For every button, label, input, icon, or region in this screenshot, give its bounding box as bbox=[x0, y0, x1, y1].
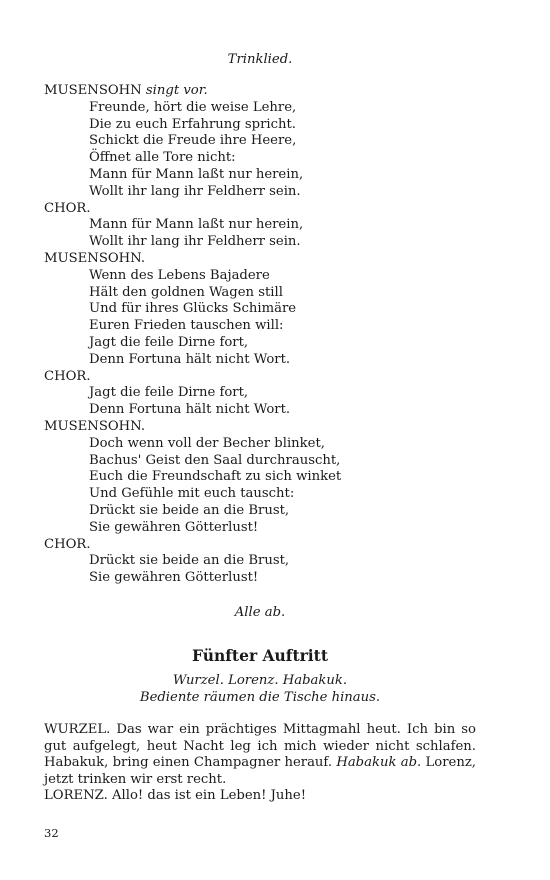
scene-heading: Fünfter Auftritt bbox=[191, 646, 329, 665]
speaker-line bbox=[44, 83, 476, 100]
speaker-name: WURZEL. bbox=[44, 722, 111, 737]
dialogue-text: Lorenz, jetzt trinken wir erst recht. bbox=[44, 755, 476, 787]
verse-line: Wenn des Lebens Bajadere bbox=[89, 267, 270, 283]
dialogue bbox=[44, 722, 476, 805]
stage-direction: Habakuk ab. bbox=[336, 755, 422, 771]
verse-line: Doch wenn voll der Becher blinket, bbox=[89, 435, 325, 451]
verse-line: Drückt sie beide an die Brust, bbox=[89, 553, 290, 569]
verse-line: Euch die Freundschaft zu sich winket bbox=[89, 469, 342, 485]
verse-line: Mann für Mann laßt nur herein, bbox=[89, 217, 304, 233]
scene-stage-direction: Bediente räumen die Tische hinaus. bbox=[139, 690, 381, 705]
speaker-name: CHOR. bbox=[44, 368, 91, 384]
speaker-name: CHOR. bbox=[44, 536, 91, 552]
verse-line: Bachus' Geist den Saal durchrauscht, bbox=[89, 452, 341, 468]
verse-line: Wollt ihr lang ihr Feldherr sein. bbox=[89, 183, 301, 199]
verse-line: Sie gewähren Götterlust! bbox=[89, 570, 259, 586]
verse-line: Denn Fortuna hält nicht Wort. bbox=[89, 351, 291, 367]
dialogue-paragraph bbox=[44, 788, 476, 805]
scene-characters: Wurzel. Lorenz. Habakuk. bbox=[172, 673, 348, 688]
verse-line: Jagt die feile Dirne fort, bbox=[89, 334, 249, 350]
song-text bbox=[44, 83, 476, 587]
stage-direction: singt vor. bbox=[145, 83, 208, 98]
verse-line: Drückt sie beide an die Brust, bbox=[89, 502, 290, 518]
page-number: 32 bbox=[44, 826, 59, 840]
verse-line: Freunde, hört die weise Lehre, bbox=[89, 99, 297, 115]
verse-line: Schickt die Freude ihre Heere, bbox=[89, 133, 297, 149]
verse-line: Wollt ihr lang ihr Feldherr sein. bbox=[89, 234, 301, 250]
speaker-name: MUSENSOHN. bbox=[44, 250, 146, 266]
speaker-name: MUSENSOHN. bbox=[44, 418, 146, 434]
dialogue-text: Allo! das ist ein Leben! Juhe! bbox=[112, 788, 307, 804]
verse-line: Hält den goldnen Wagen still bbox=[89, 284, 283, 300]
verse-line: Und Gefühle mit euch tauscht: bbox=[89, 486, 295, 502]
verse-line: Mann für Mann laßt nur herein, bbox=[89, 166, 304, 182]
exit-direction: Alle ab. bbox=[234, 605, 286, 620]
speaker-name: MUSENSOHN bbox=[44, 83, 142, 98]
verse-line: Denn Fortuna hält nicht Wort. bbox=[89, 402, 291, 418]
dialogue-paragraph bbox=[44, 722, 476, 788]
dialogue-text: Das war ein prächtiges Mittagmahl heut. Ich bin so gut aufgelegt, heut Nacht leg ich mich wieder nicht schlafen. Habakuk, bring einen Champagner herauf. bbox=[44, 722, 476, 771]
speaker-name: CHOR. bbox=[44, 200, 91, 216]
verse-line: Und für ihres Glücks Schimäre bbox=[89, 301, 297, 317]
verse-line: Jagt die feile Dirne fort, bbox=[89, 385, 249, 401]
verse-line: Öffnet alle Tore nicht: bbox=[89, 150, 236, 166]
scene-directions bbox=[44, 672, 476, 706]
verse-line: Sie gewähren Götterlust! bbox=[89, 519, 259, 535]
verse-line: Die zu euch Erfahrung spricht. bbox=[89, 116, 296, 132]
song-title: Trinklied. bbox=[227, 52, 293, 67]
speaker-name: LORENZ. bbox=[44, 788, 108, 804]
verse-line: Euren Frieden tauschen will: bbox=[89, 318, 284, 334]
